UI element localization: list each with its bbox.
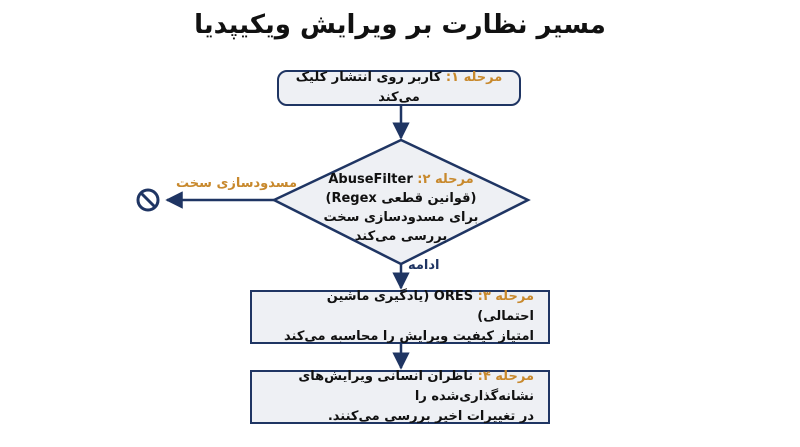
step3-line1: [266, 287, 534, 327]
step2-line1: [318, 170, 484, 189]
block-branch-label: مسدودسازی سخت: [176, 176, 298, 191]
step2-line4: بررسی می‌کند: [354, 229, 448, 244]
step1-label: مرحله ۱:: [445, 70, 503, 85]
step2-line2: (قوانین قطعی Regex): [325, 191, 477, 206]
step2-text-block: [318, 170, 484, 250]
step3-line2: امتیاز کیفیت ویرایش را محاسبه می‌کند: [284, 329, 534, 344]
step3-line1-text: ORES (یادگیری ماشین احتمالی): [326, 289, 534, 324]
step2-line1-text: AbuseFilter: [328, 172, 413, 187]
step3-label: مرحله ۳:: [477, 289, 534, 304]
step4-line1: [266, 367, 534, 407]
step1-box: [277, 70, 521, 106]
diagram-title: مسیر نظارت بر ویرایش ویکیپدیا: [194, 10, 606, 40]
step4-line1-text: ناظران انسانی ویرایش‌های نشانه‌گذاری‌شده را: [298, 369, 534, 404]
step4-line2: در تغییرات اخیر بررسی می‌کنند.: [327, 409, 534, 424]
step3-box: [250, 290, 550, 344]
step2-line3: برای مسدودسازی سخت: [323, 210, 479, 225]
step4-label: مرحله ۴:: [477, 369, 534, 384]
step2-label: مرحله ۲:: [417, 172, 474, 187]
step1-text: کاربر روی انتشار کلیک می‌کند: [295, 70, 442, 105]
step4-box: [250, 370, 550, 424]
step1-content: [279, 68, 519, 108]
prohibited-icon: [138, 190, 158, 210]
continue-branch-label: ادامه: [408, 258, 440, 273]
